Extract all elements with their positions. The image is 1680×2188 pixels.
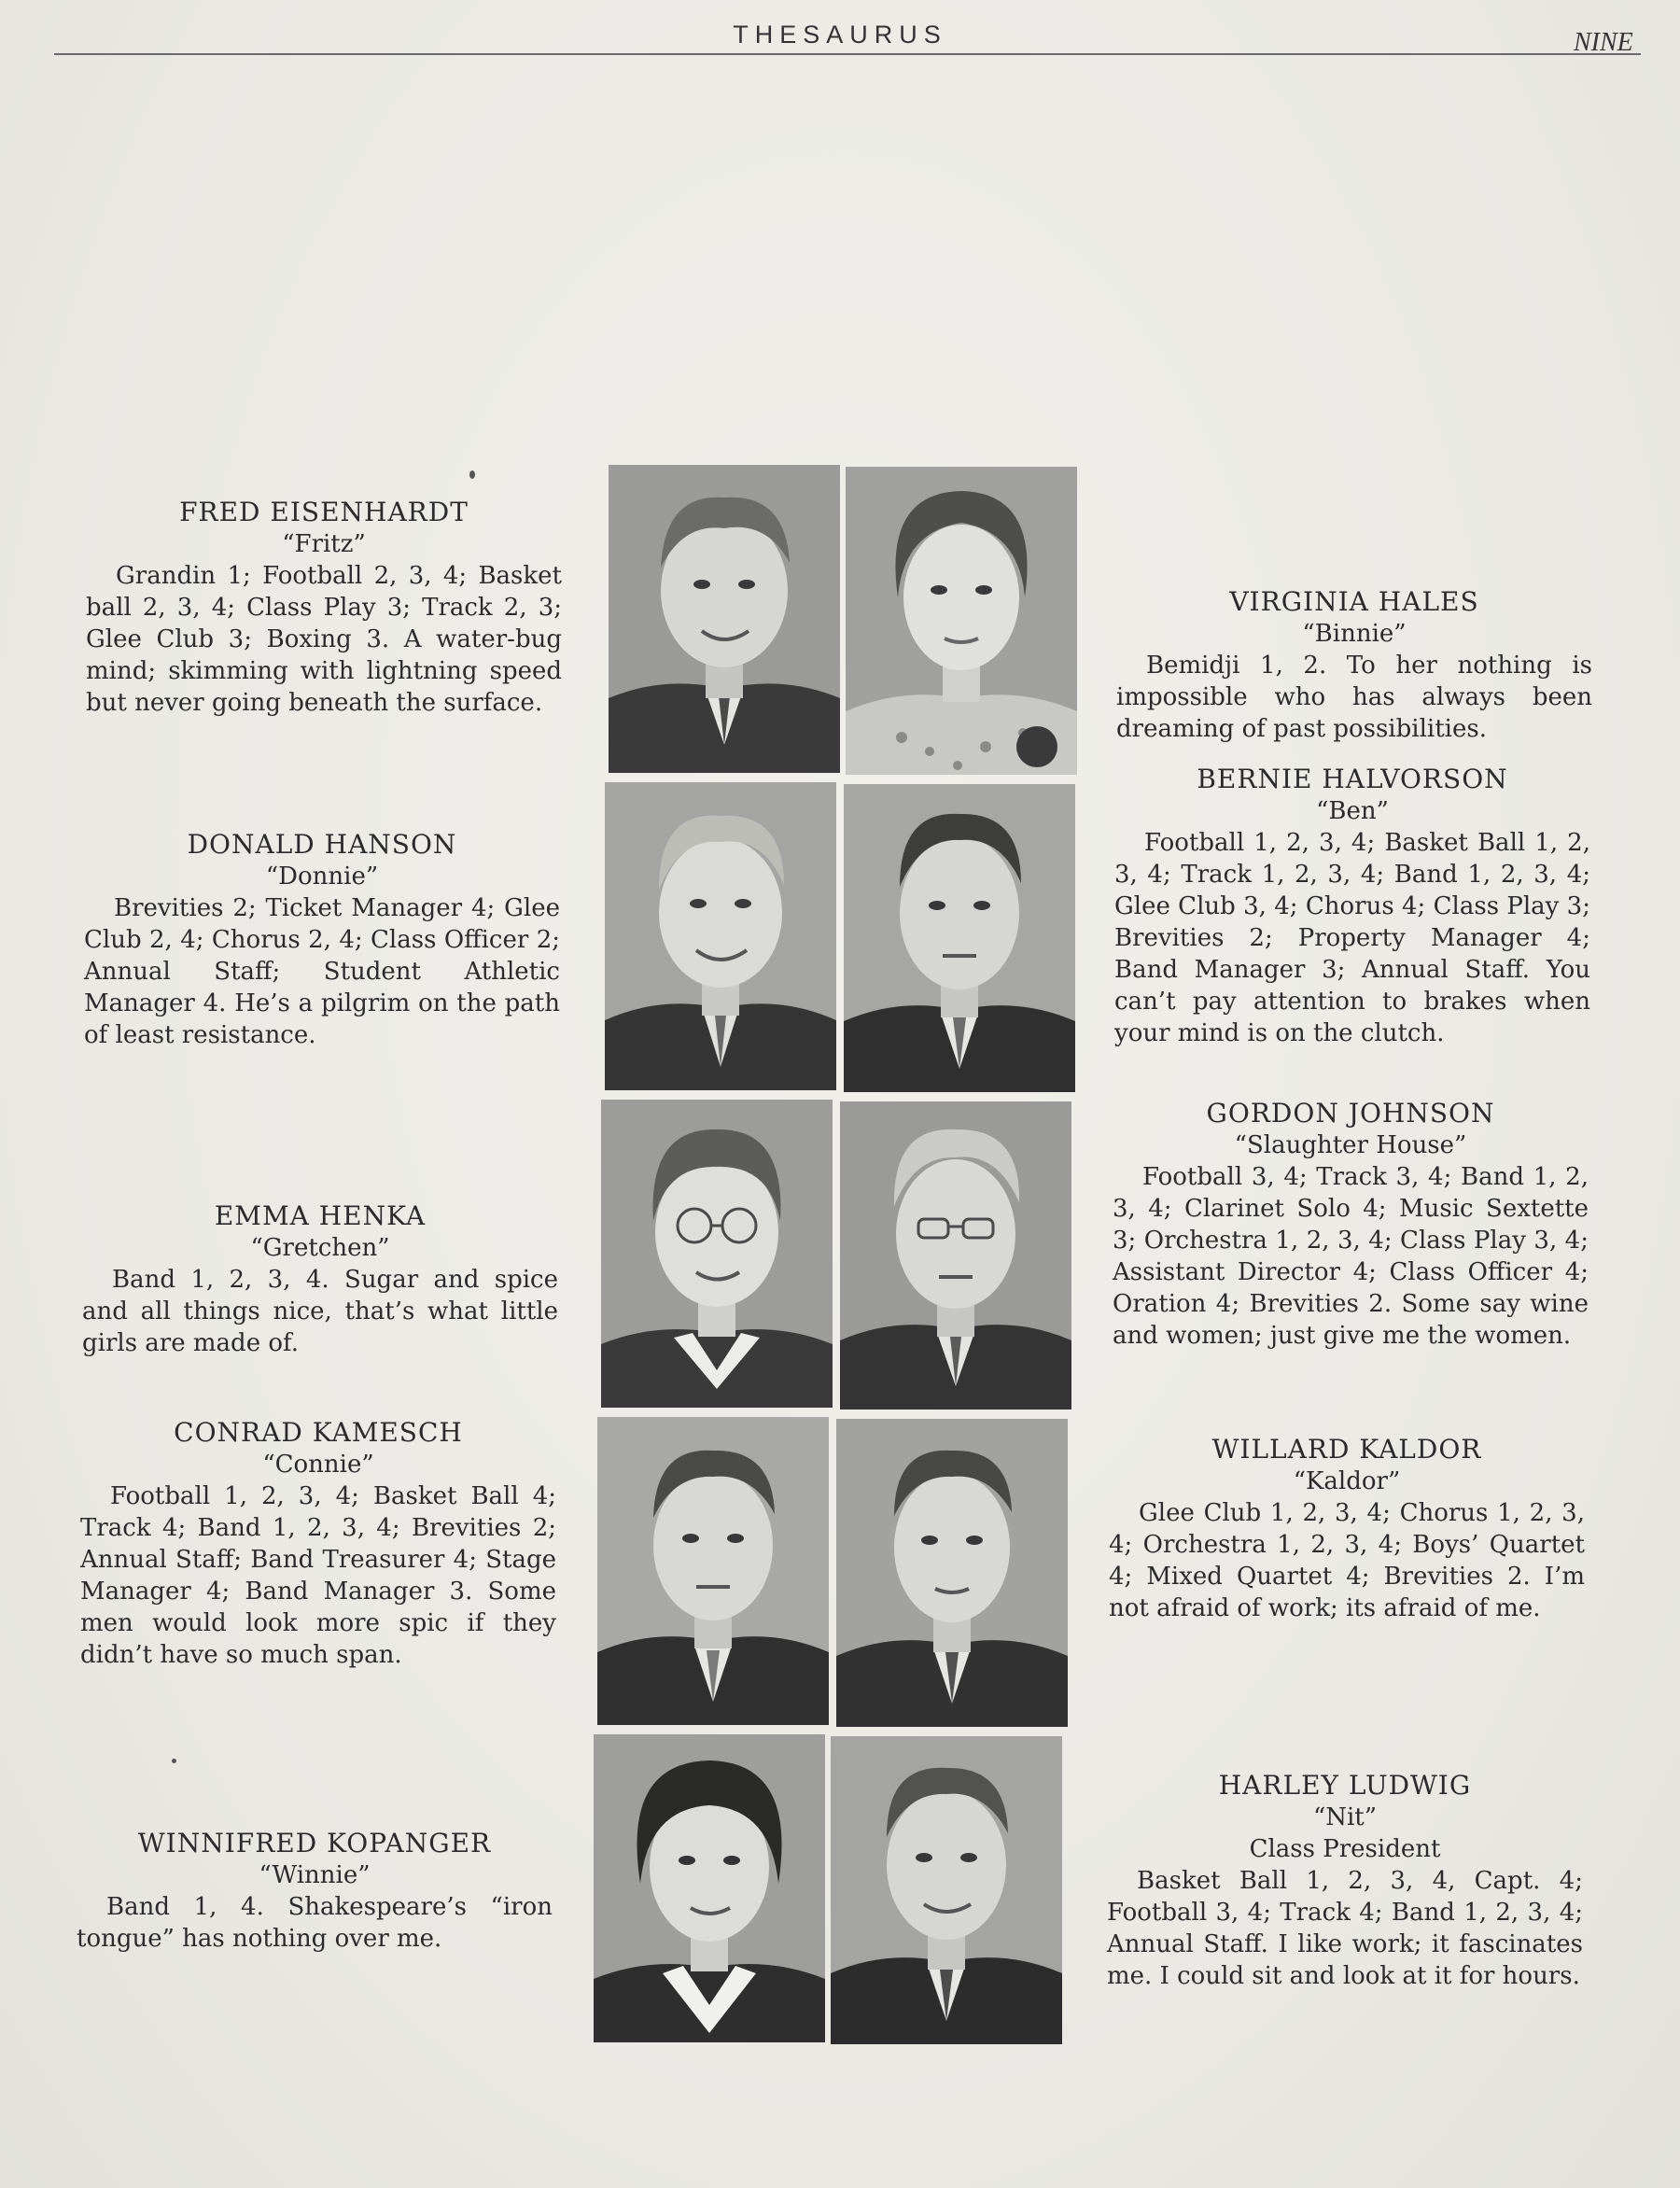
- senior-name: HARLEY LUDWIG: [1218, 1770, 1472, 1801]
- senior-entry-emma-henka: [82, 1200, 558, 1359]
- header-rule: [54, 53, 1641, 55]
- senior-bio: Bemidji 1, 2. To her nothing is impossible who has always been dreaming of past possibilities.: [1116, 652, 1592, 743]
- portrait-photo-harley-ludwig: [831, 1736, 1062, 2044]
- senior-name: WINNIFRED KOPANGER: [137, 1828, 492, 1858]
- senior-bio: Brevities 2; Ticket Manager 4; Glee Club 2, 4; Chorus 2, 4; Class Officer 2; Annual Staff; Student Athletic Manager 4. He’s a pilgrim on the path of least resistance.: [84, 894, 560, 1049]
- portrait-photo-conrad-kamesch: [597, 1417, 829, 1725]
- senior-bio: Basket Ball 1, 2, 3, 4, Capt. 4; Football 3, 4; Track 4; Band 1, 2, 3, 4; Annual Staff. I like work; it fascinates me. I could sit and look at it for hours.: [1107, 1867, 1583, 1990]
- senior-nickname: “Donnie”: [265, 863, 379, 891]
- senior-entry-donald-hanson: [84, 829, 560, 1051]
- senior-office: Class President: [1249, 1835, 1441, 1863]
- print-speck: [469, 470, 475, 479]
- senior-name: FRED EISENHARDT: [179, 497, 469, 527]
- senior-entry-bernie-halvorson: [1114, 764, 1590, 1049]
- senior-entry-virginia-hales: [1116, 586, 1592, 745]
- portrait-photo-bernie-halvorson: [844, 784, 1075, 1092]
- portrait-photo-fred-eisenhardt: [609, 465, 840, 773]
- senior-bio: Glee Club 1, 2, 3, 4; Chorus 1, 2, 3, 4; Orchestra 1, 2, 3, 4; Boys’ Quartet 4; Mixed Quartet 4; Brevities 2. I’m not afraid of work; its afraid of me.: [1109, 1499, 1585, 1622]
- senior-name: VIRGINIA HALES: [1229, 586, 1479, 617]
- senior-nickname: “Nit”: [1312, 1803, 1378, 1831]
- senior-name: GORDON JOHNSON: [1206, 1098, 1495, 1129]
- senior-nickname: “Kaldor”: [1293, 1467, 1401, 1495]
- senior-nickname: “Winnie”: [259, 1861, 371, 1889]
- page-number: NINE: [1574, 28, 1633, 57]
- senior-nickname: “Binnie”: [1302, 620, 1407, 648]
- senior-bio: Band 1, 2, 3, 4. Sugar and spice and all things nice, that’s what little girls are made of.: [82, 1266, 558, 1357]
- print-speck: [172, 1759, 176, 1763]
- portrait-photo-emma-henka: [601, 1100, 833, 1408]
- running-head: THESAURUS: [733, 21, 947, 49]
- portrait-photo-gordon-johnson: [840, 1101, 1071, 1410]
- senior-bio: Football 1, 2, 3, 4; Basket Ball 1, 2, 3, 4; Track 1, 2, 3, 4; Band 1, 2, 3, 4; Glee Club 3, 4; Chorus 4; Class Play 3; Brevities 2; Property Manager 4; Band Manager 3; Annual Staff. You can’t pay attention to brakes when your mind is on the clutch.: [1114, 829, 1590, 1047]
- portrait-photo-donald-hanson: [605, 782, 836, 1090]
- senior-name: DONALD HANSON: [187, 829, 457, 860]
- senior-bio: Football 1, 2, 3, 4; Basket Ball 4; Track 4; Band 1, 2, 3, 4; Brevities 2; Annual Staff; Band Treasurer 4; Stage Manager 4; Band Manager 3. Some men would look more spic if they didn’t have so much span.: [80, 1482, 556, 1669]
- senior-entry-fred-eisenhardt: [86, 497, 562, 719]
- senior-bio: Grandin 1; Football 2, 3, 4; Basket ball 2, 3, 4; Class Play 3; Track 2, 3; Glee Club 3; Boxing 3. A water-bug mind; skimming with lightning speed but never going beneath the surface.: [86, 562, 562, 717]
- senior-nickname: “Fritz”: [282, 530, 366, 558]
- senior-name: BERNIE HALVORSON: [1197, 764, 1508, 794]
- senior-entry-winnifred-kopanger: [77, 1828, 553, 1955]
- senior-entry-willard-kaldor: [1109, 1434, 1585, 1624]
- senior-entry-gordon-johnson: [1113, 1098, 1589, 1352]
- senior-bio: Football 3, 4; Track 3, 4; Band 1, 2, 3, 4; Clarinet Solo 4; Music Sextette 3; Orchestra 1, 2, 3, 4; Class Play 3, 4; Assistant Director 4; Class Officer 4; Oration 4; Brevities 2. Some say wine and women; just give me the women.: [1113, 1163, 1589, 1350]
- portrait-photo-winnifred-kopanger: [594, 1734, 825, 2042]
- senior-entry-harley-ludwig: [1107, 1770, 1583, 1992]
- senior-nickname: “Ben”: [1316, 797, 1389, 825]
- senior-entry-conrad-kamesch: [80, 1417, 556, 1671]
- senior-bio: Band 1, 4. Shakespeare’s “iron tongue” has nothing over me.: [77, 1893, 553, 1953]
- senior-nickname: “Slaughter House”: [1234, 1131, 1467, 1159]
- senior-name: WILLARD KALDOR: [1211, 1434, 1482, 1465]
- senior-nickname: “Connie”: [262, 1451, 374, 1479]
- senior-name: CONRAD KAMESCH: [174, 1417, 463, 1448]
- senior-name: EMMA HENKA: [214, 1200, 427, 1231]
- senior-nickname: “Gretchen”: [250, 1234, 390, 1262]
- portrait-photo-willard-kaldor: [836, 1419, 1068, 1727]
- portrait-photo-virginia-hales: [846, 467, 1077, 775]
